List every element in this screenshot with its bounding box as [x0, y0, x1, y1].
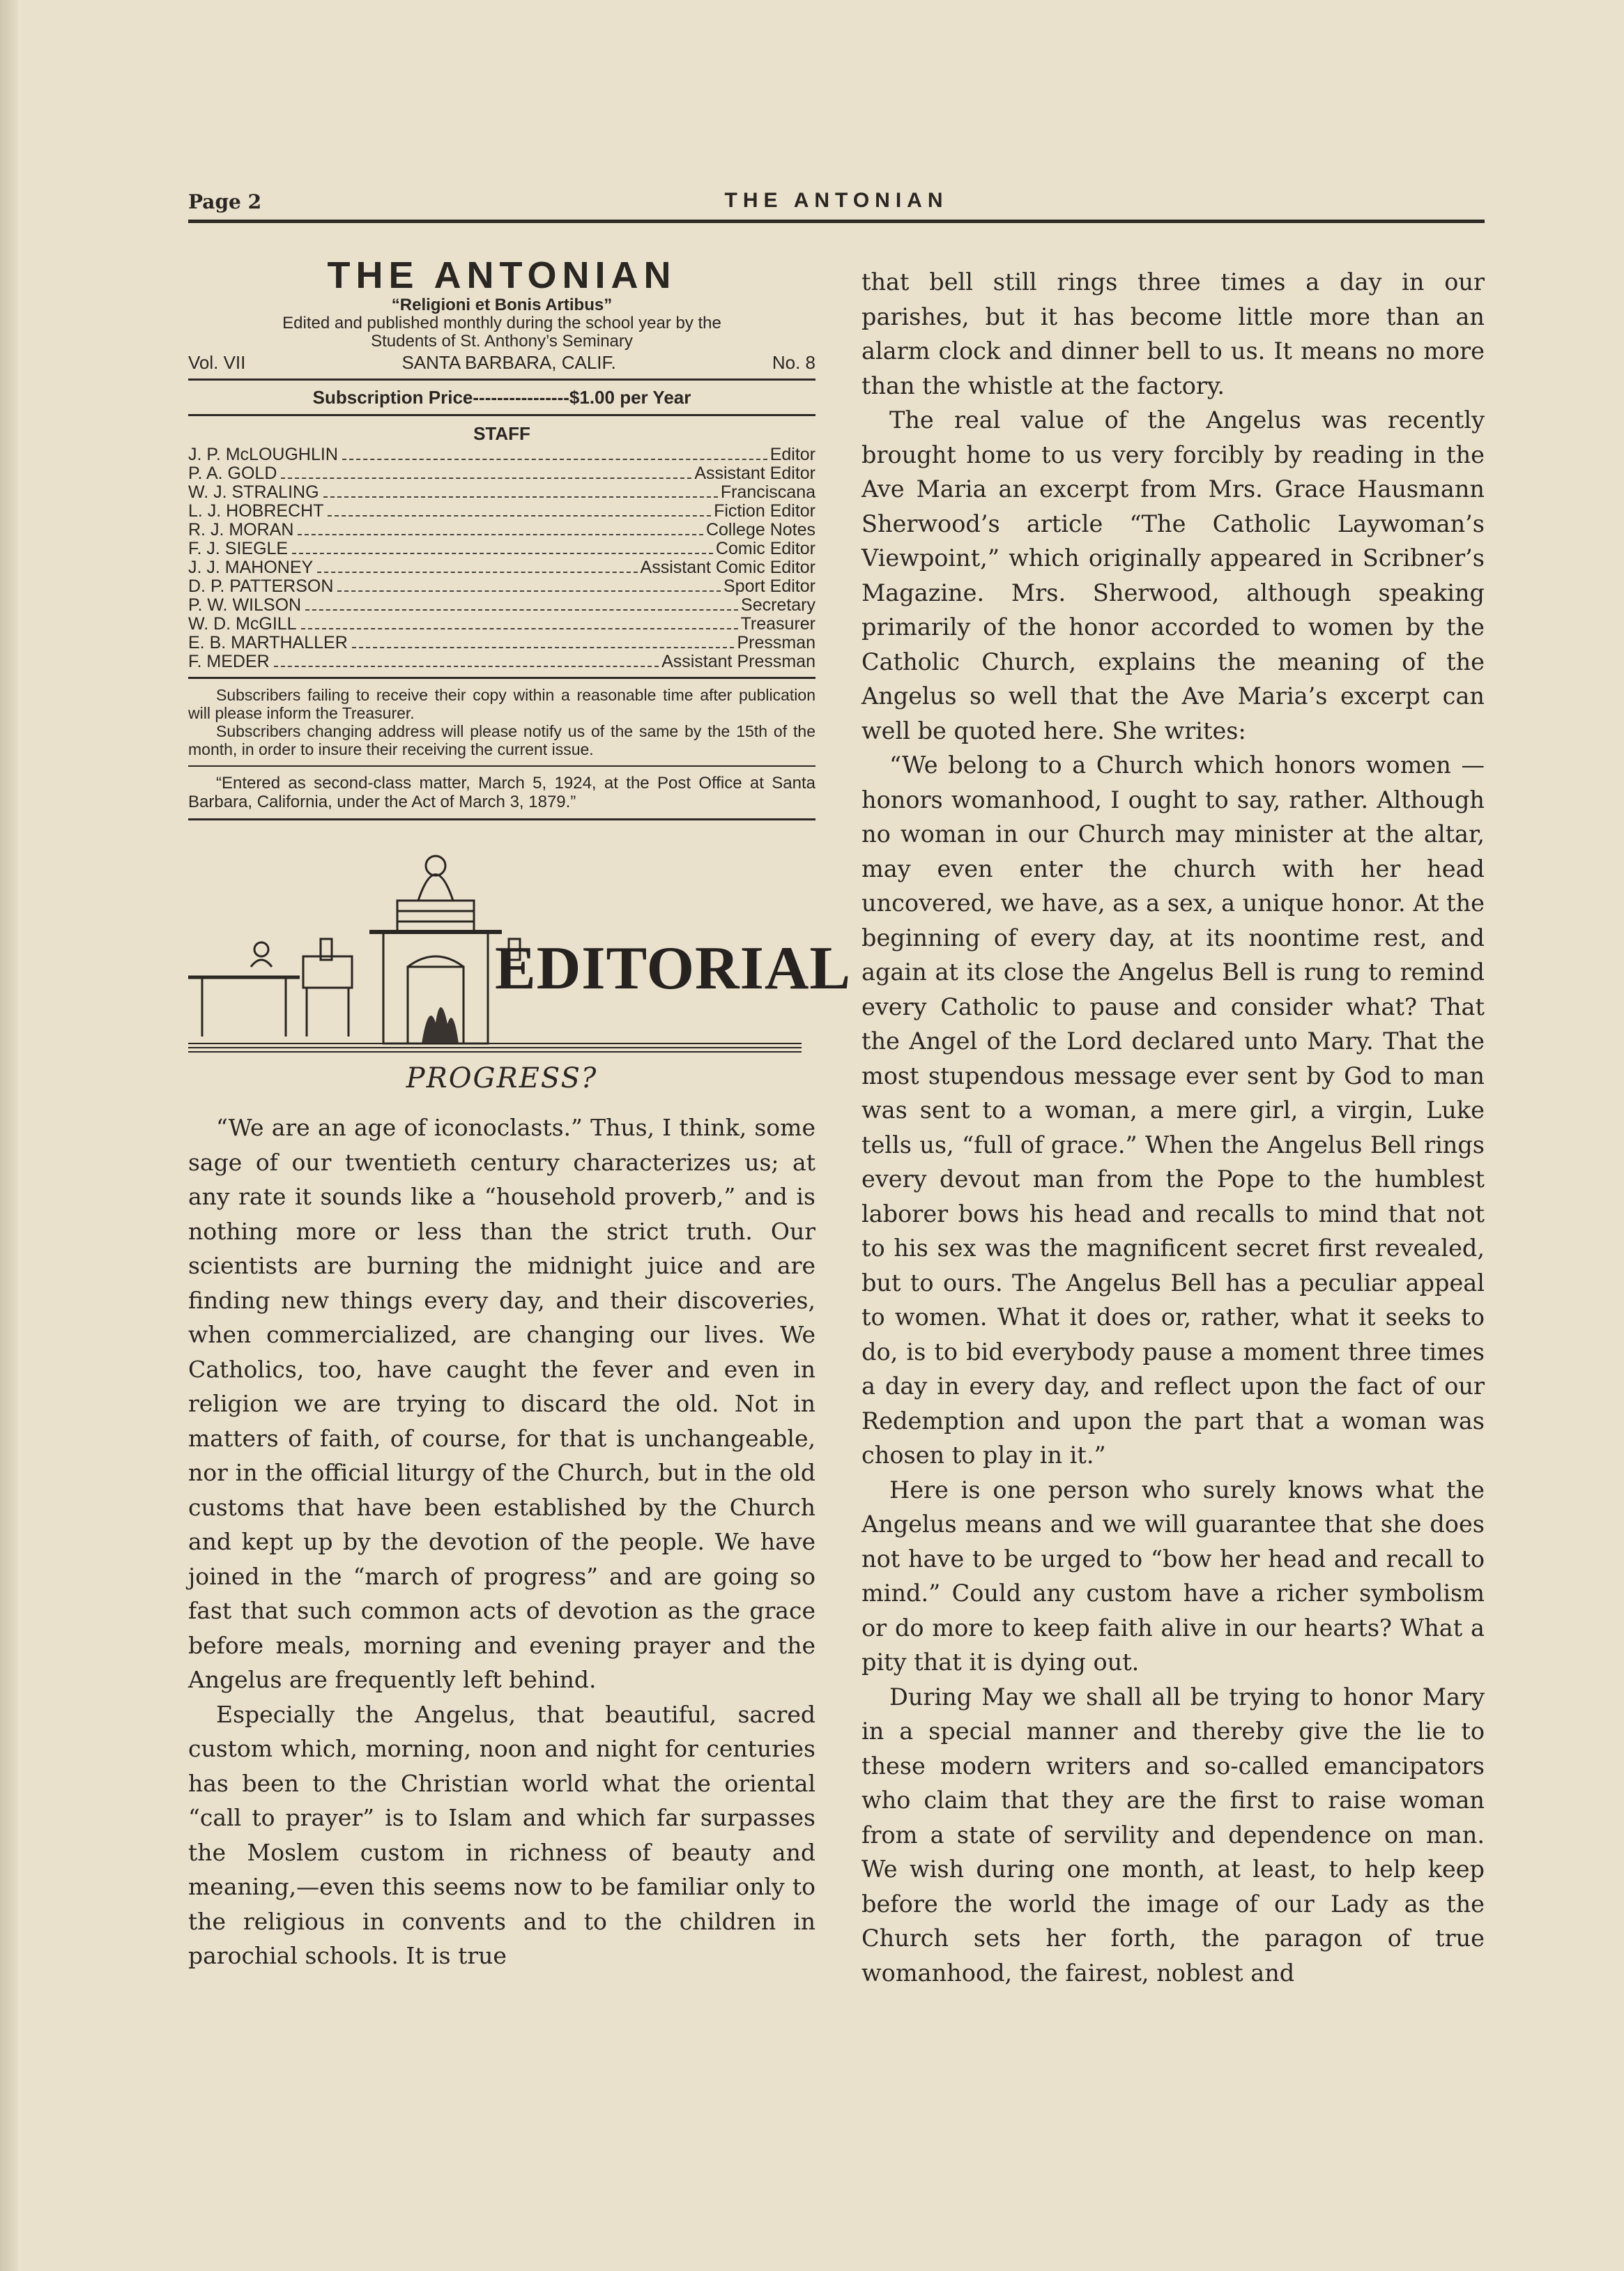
dot-leader — [292, 553, 713, 554]
divider-rule — [188, 765, 815, 767]
dot-leader — [305, 609, 738, 611]
staff-role: Assistant Pressman — [661, 652, 815, 671]
masthead-students-line: Students of St. Anthony’s Seminary — [371, 332, 633, 351]
staff-row — [188, 615, 815, 634]
staff-role: Editor — [769, 445, 815, 464]
staff-role: Secretary — [741, 595, 815, 615]
divider-rule — [188, 414, 815, 416]
staff-role: Comic Editor — [715, 539, 815, 558]
left-column — [188, 254, 852, 1973]
staff-row — [188, 521, 815, 540]
staff-name: W. D. McGILL — [188, 614, 297, 634]
editorial-paragraph: Here is one person who surely knows what the Angelus means and we will guarantee that she does not have to be urged to “bow her head and recall to mind.” Could any custom have a richer symbolism or do more to keep faith alive in our hearts? What a pity that it is dying out. — [861, 1476, 1485, 1676]
staff-name: J. J. MAHONEY — [188, 558, 314, 577]
subscription-label: Subscription Price — [312, 387, 473, 408]
subscriber-notice — [188, 686, 815, 758]
volume: Vol. VII — [188, 352, 246, 373]
staff-name: P. A. GOLD — [188, 464, 277, 483]
dot-leader — [274, 666, 659, 667]
staff-name: R. J. MORAN — [188, 520, 294, 540]
editorial-banner-word: EDITORIAL — [495, 935, 852, 1002]
running-title: THE ANTONIAN — [724, 189, 949, 212]
staff-role: Treasurer — [740, 614, 815, 634]
subscription-line — [188, 386, 815, 408]
editorial-paragraph: The real value of the Angelus was recently brought home to us very forcibly by reading in the Ave Maria an excerpt from Mrs. Grace Hausmann Sherwood’s article “The Catholic Laywoman’s Viewpoint,” which originally appeared in Scribner’s Magazine. Mrs. Sherwood, although speaking primarily of the honor accorded to women by the Catholic Church, explains the meaning of the Angelus so well that the Ave Maria’s excerpt can well be quoted here. She writes: — [861, 406, 1485, 744]
subscription-leader: ---------------- — [473, 387, 569, 408]
notice-failing: Subscribers failing to receive their copy within a reasonable time after publication will please inform the Treasurer. — [188, 686, 815, 722]
notice-changing: Subscribers changing address will please notify us of the same by the 15th of the month, in order to insure their receiving the current issue. — [188, 722, 815, 758]
staff-name: F. J. SIEGLE — [188, 539, 289, 558]
staff-row — [188, 596, 815, 615]
dot-leader — [328, 515, 711, 517]
dot-leader — [317, 572, 637, 573]
staff-row — [188, 464, 815, 483]
entered-notice: “Entered as second-class matter, March 5, 1924, at the Post Office at Santa Barbara, California, under the Act of March 3, 1879.” — [188, 774, 815, 811]
editorial-title: PROGRESS? — [406, 1062, 598, 1094]
staff-row — [188, 445, 815, 464]
dot-leader — [342, 459, 767, 460]
staff-row — [188, 502, 815, 521]
divider-rule — [188, 677, 815, 679]
staff-name: J. P. McLOUGHLIN — [188, 445, 338, 464]
staff-name: D. P. PATTERSON — [188, 576, 334, 596]
staff-name: L. J. HOBRECHT — [188, 501, 324, 521]
staff-role: Pressman — [737, 633, 815, 652]
running-head — [188, 185, 1485, 223]
staff-name: F. MEDER — [188, 652, 270, 671]
editorial-paragraph: “We are an age of iconoclasts.” Thus, I think, some sage of our twentieth century characterizes us; at any rate it sounds like a “household proverb,” and is nothing more or less than the strict truth. Our scientists are burning the midnight juice and are finding new things every day, and their discoveries, when commercialized, are changing our lives. We Catholics, too, have caught the fever and even in religion we are trying to discard the old. Not in matters of faith, of course, for that is unchangeable, nor in the official liturgy of the Church, but in the old customs that have been established by the Church and kept up by the devotion of the people. We have joined in the “march of progress” and are going so fast that such common acts of devotion as the grace before meals, morning and evening prayer and the Angelus are frequently left behind. — [188, 1114, 815, 1693]
staff-role: Fiction Editor — [714, 501, 815, 521]
staff-heading: STAFF — [473, 423, 530, 444]
staff-row — [188, 483, 815, 502]
staff-row — [188, 540, 815, 558]
dot-leader — [323, 496, 718, 498]
quoted-passage: “We belong to a Church which honors women —honors womanhood, I ought to say, rather. Although no woman in our Church may minister at the altar, may even enter the church with her head uncovered, we have, as a sex, a unique honor. At the beginning of every day, at its noontime rest, and again at its close the Angelus Bell is rung to remind every Catholic to pause and consider what? That the Angel of the Lord declared unto Mary. That the most stupendous message ever sent by God to man was sent to a woman, a mere girl, a virgin, Luke tells us, “full of grace.” When the Angelus Bell rings every devout man from the Pope to the humblest laborer bows his head and recalls to mind that not to his sex was the magnificent secret first revealed, but to ours. The Angelus Bell has a peculiar appeal to women. What it does or, rather, what it seeks to do, is to bid everybody pause a moment three times a day in every day, and reflect upon the fact of our Redemption and upon the part that a woman was chosen to play in it.” — [861, 751, 1485, 1469]
dot-leader — [281, 477, 691, 479]
editorial-paragraph: Especially the Angelus, that beautiful, sacred custom which, morning, noon and night for centuries has been to the Christian world what the oriental “call to prayer” is to Islam and which far surpasses the Moslem custom in richness of beauty and meaning,—even this seems now to be familiar only to the religious in convents and to the children in parochial schools. It is true — [188, 1700, 815, 1969]
masthead-edited-line: Edited and published monthly during the school year by the — [282, 314, 721, 332]
staff-role: Franciscana — [720, 482, 815, 502]
divider-rule — [188, 378, 815, 381]
staff-name: E. B. MARTHALLER — [188, 633, 348, 652]
staff-list — [188, 445, 815, 671]
staff-name: P. W. WILSON — [188, 595, 302, 615]
staff-role: Sport Editor — [723, 576, 815, 596]
masthead-motto: “Religioni et Bonis Artibus” — [391, 296, 613, 314]
editorial-paragraph: During May we shall all be trying to honor Mary in a special manner and thereby give the lie to these modern writers and so-called emancipators who claim that they are the first to raise woman from a state of servility and dependence on man. We wish during one month, at least, to help keep before the world the image of our Lady as the Church sets her forth, the paragon of true womanhood, the fairest, noblest and — [861, 1683, 1485, 1987]
issue-number: No. 8 — [772, 352, 815, 373]
staff-row — [188, 558, 815, 577]
divider-rule — [188, 818, 815, 820]
volume-line — [188, 352, 815, 373]
staff-row — [188, 652, 815, 671]
staff-role: College Notes — [705, 520, 815, 540]
right-column — [861, 265, 1485, 1990]
staff-row — [188, 634, 815, 652]
page-number: Page 2 — [188, 190, 262, 213]
editorial-paragraph: that bell still rings three times a day in our parishes, but it has become little more than an alarm clock and dinner bell to us. It means no more than the whistle at the factory. — [861, 268, 1485, 399]
dot-leader — [301, 628, 738, 629]
staff-name: W. J. STRALING — [188, 482, 319, 502]
newspaper-page — [188, 185, 1485, 2136]
staff-role: Assistant Editor — [694, 464, 815, 483]
masthead-title: THE ANTONIAN — [327, 254, 677, 296]
place: SANTA BARBARA, CALIF. — [401, 352, 616, 373]
dot-leader — [298, 534, 703, 535]
dot-leader — [352, 647, 735, 648]
binding-edge — [0, 0, 18, 2271]
dot-leader — [337, 590, 721, 592]
editorial-banner — [188, 834, 852, 1057]
staff-row — [188, 577, 815, 596]
staff-role: Assistant Comic Editor — [640, 558, 815, 577]
subscription-price: $1.00 per Year — [569, 387, 691, 408]
